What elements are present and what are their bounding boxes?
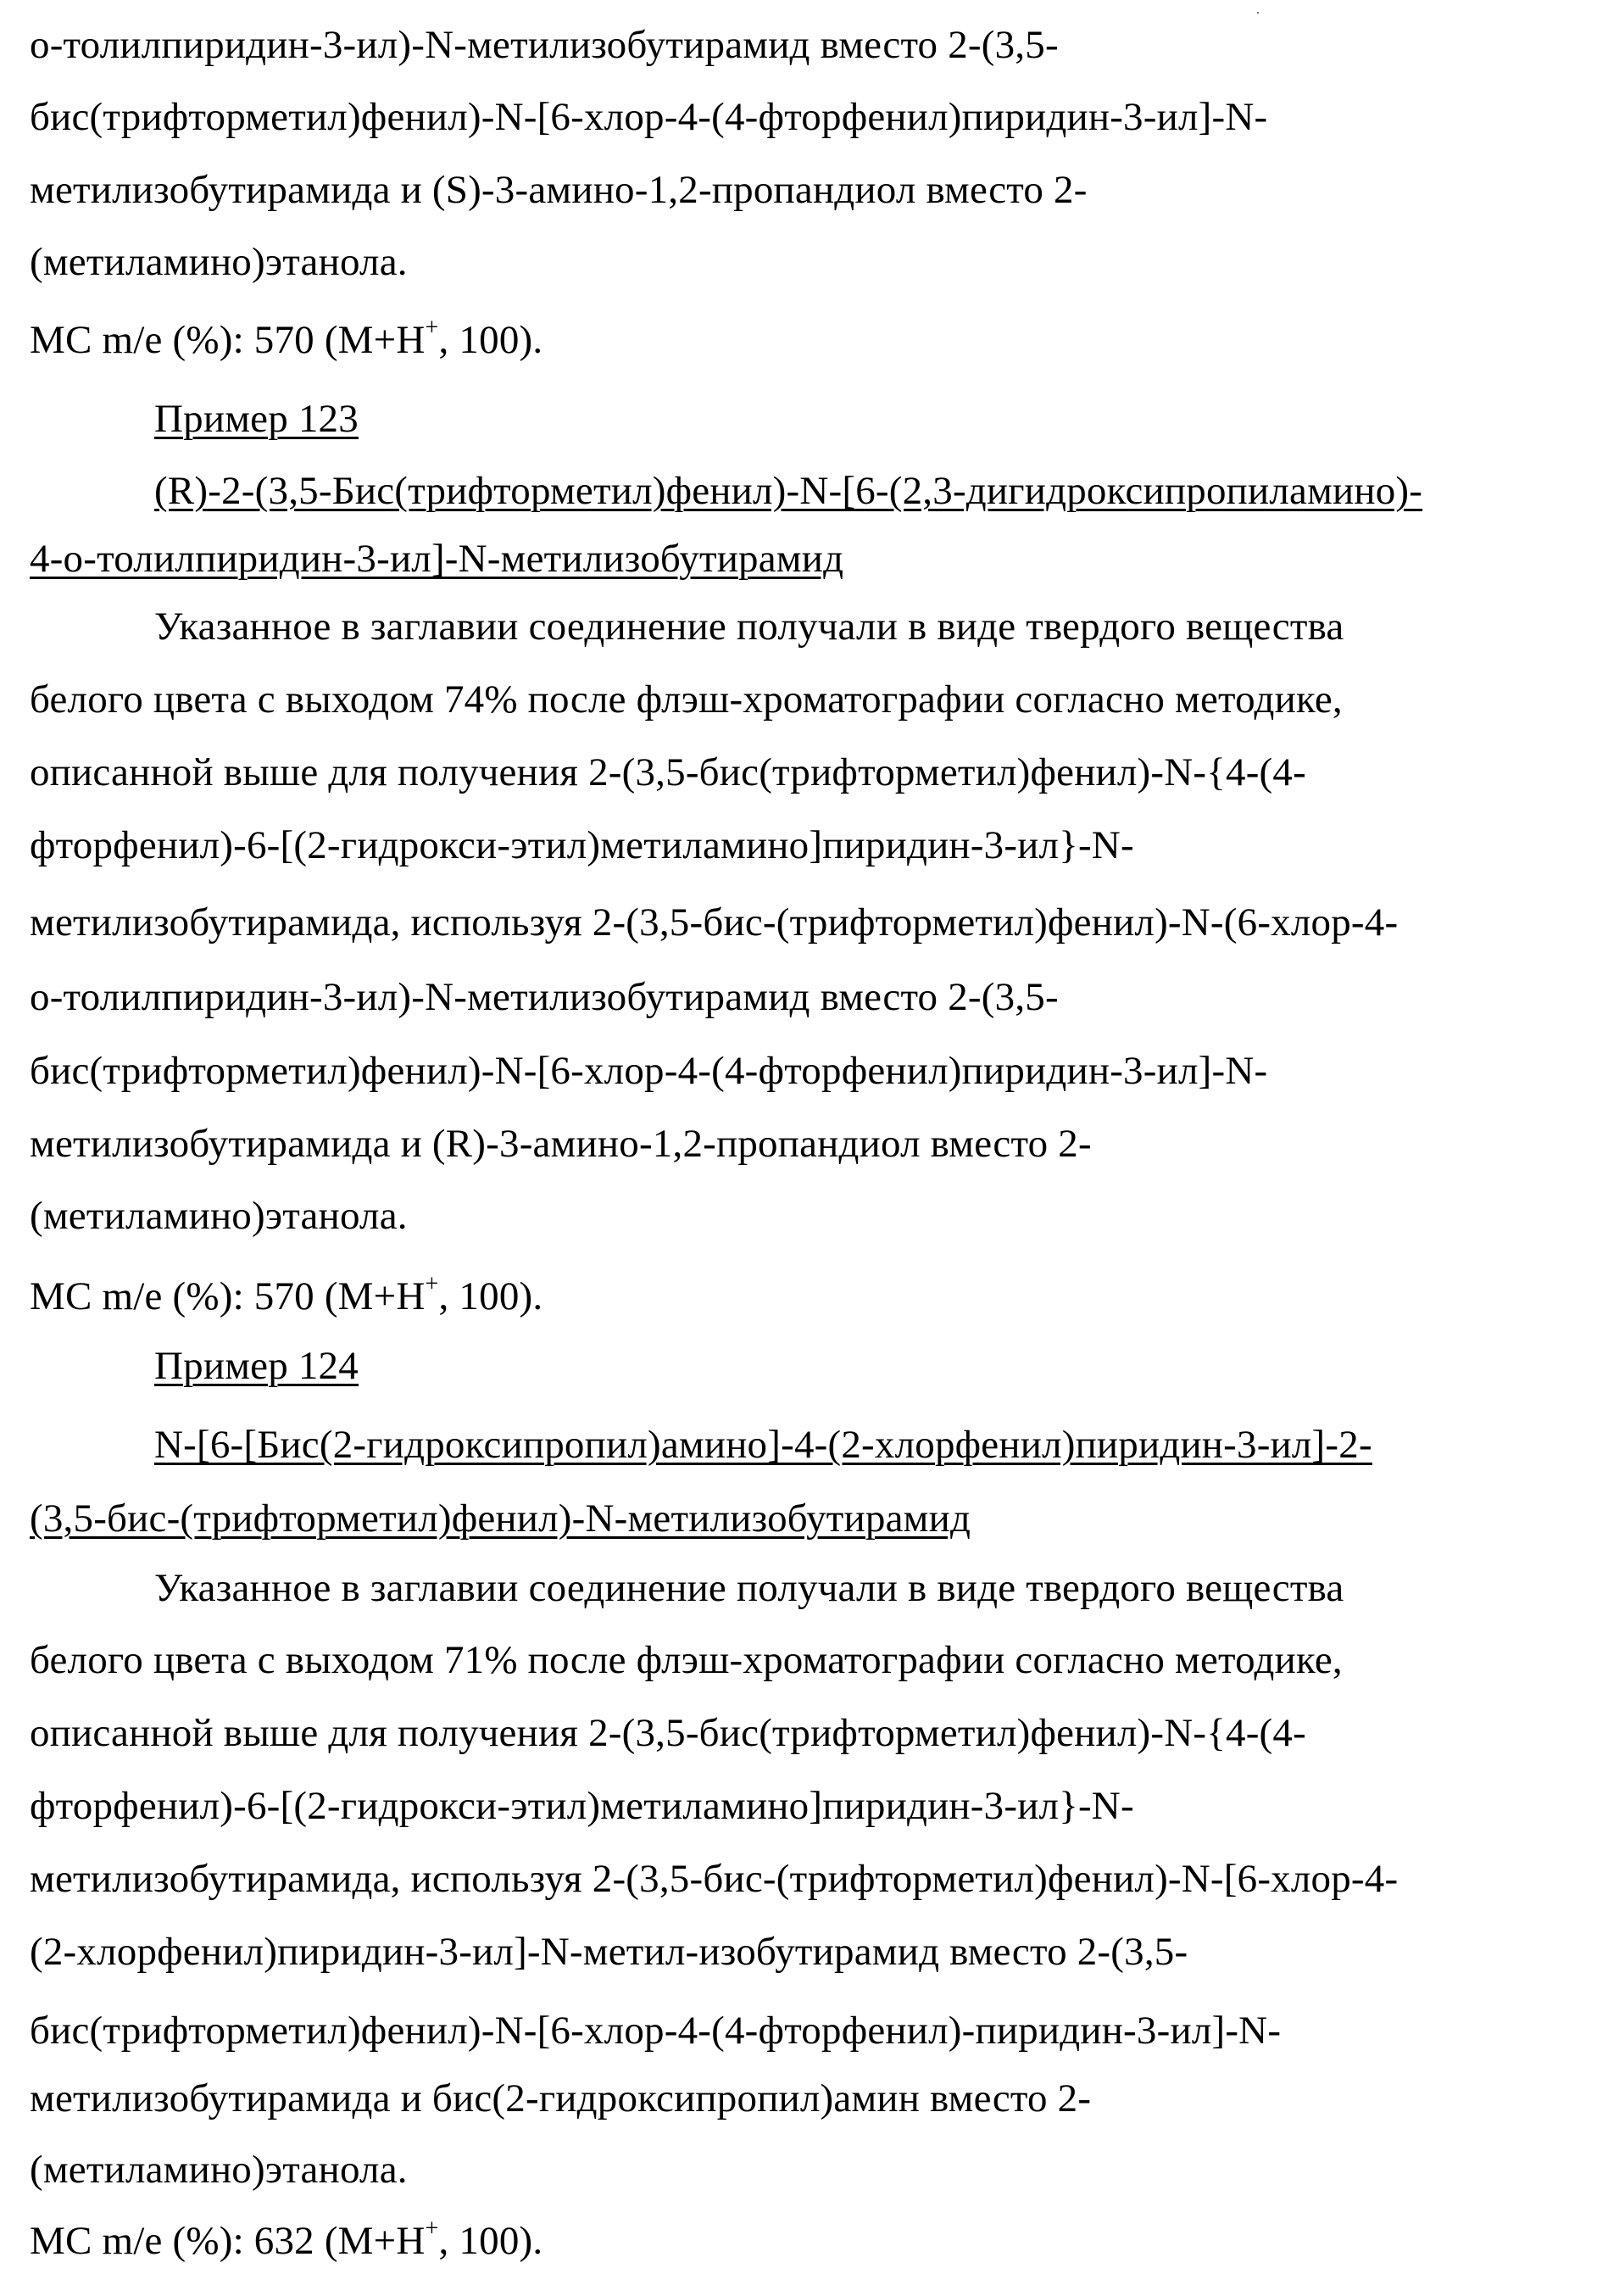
body-line: метилизобутирамида и (S)-3-амино-1,2-пропандиол вместо 2- xyxy=(30,168,1088,212)
body-line: (метиламино)этанола. xyxy=(30,240,408,284)
example-123-body-line: фторфенил)-6-[(2-гидрокси-этил)метиламино]пиридин-3-ил}-N- xyxy=(30,823,1134,867)
scan-speck xyxy=(1257,12,1259,14)
example-124-body-line: (метиламино)этанола. xyxy=(30,2148,408,2192)
body-line: бис(трифторметил)фенил)-N-[6-хлор-4-(4-фторфенил)пиридин-3-ил]-N- xyxy=(30,95,1268,139)
example-124-body-line: метилизобутирамида, используя 2-(3,5-бис-(трифторметил)фенил)-N-[6-хлор-4- xyxy=(30,1857,1399,1901)
example-123-body-line: бис(трифторметил)фенил)-N-[6-хлор-4-(4-фторфенил)пиридин-3-ил]-N- xyxy=(30,1049,1268,1093)
example-123-body-line: метилизобутирамида, используя 2-(3,5-бис-(трифторметил)фенил)-N-(6-хлор-4- xyxy=(30,900,1399,945)
ms-result: МС m/e (%): 570 (M+H+, 100). xyxy=(30,315,543,362)
example-123-body-line: описанной выше для получения 2-(3,5-бис(трифторметил)фенил)-N-{4-(4- xyxy=(30,750,1306,794)
example-124-ms-result: МС m/e (%): 632 (M+H+, 100). xyxy=(30,2215,543,2263)
example-123-body-line: метилизобутирамида и (R)-3-амино-1,2-пропандиол вместо 2- xyxy=(30,1122,1092,1166)
example-124-body-line: фторфенил)-6-[(2-гидрокси-этил)метиламино]пиридин-3-ил}-N- xyxy=(30,1784,1134,1828)
example-124-body-line: Указанное в заглавии соединение получали в виде твердого вещества xyxy=(154,1566,1344,1610)
example-123-title-line-2: 4-о-толилпиридин-3-ил]-N-метилизобутирамид xyxy=(30,537,844,581)
example-123-ms-result: МС m/e (%): 570 (M+H+, 100). xyxy=(30,1271,543,1318)
example-124-body-line: (2-хлорфенил)пиридин-3-ил]-N-метил-изобутирамид вместо 2-(3,5- xyxy=(30,1930,1188,1974)
example-123-body-line: (метиламино)этанола. xyxy=(30,1194,408,1238)
example-123-body-line: о-толилпиридин-3-ил)-N-метилизобутирамид вместо 2-(3,5- xyxy=(30,975,1059,1019)
example-124-title-line-1: N-[6-[Бис(2-гидроксипропил)амино]-4-(2-хлорфенил)пиридин-3-ил]-2- xyxy=(154,1423,1372,1467)
example-124-title-line-2: (3,5-бис-(трифторметил)фенил)-N-метилизобутирамид xyxy=(30,1496,971,1541)
example-124-label: Пример 124 xyxy=(154,1344,359,1388)
example-124-body-line: белого цвета с выходом 71% после флэш-хроматографии согласно методике, xyxy=(30,1638,1343,1682)
example-123-label: Пример 123 xyxy=(154,397,359,441)
example-123-body-line: Указанное в заглавии соединение получали в виде твердого вещества xyxy=(154,605,1344,649)
body-line: о-толилпиридин-3-ил)-N-метилизобутирамид вместо 2-(3,5- xyxy=(30,23,1059,67)
example-124-body-line: описанной выше для получения 2-(3,5-бис(трифторметил)фенил)-N-{4-(4- xyxy=(30,1711,1306,1755)
example-123-title-line-1: (R)-2-(3,5-Бис(трифторметил)фенил)-N-[6-(2,3-дигидроксипропиламино)- xyxy=(154,469,1423,513)
example-124-body-line: метилизобутирамида и бис(2-гидроксипропил)амин вместо 2- xyxy=(30,2076,1092,2120)
example-124-body-line: бис(трифторметил)фенил)-N-[6-хлор-4-(4-фторфенил)-пиридин-3-ил]-N- xyxy=(30,2009,1282,2053)
example-123-body-line: белого цвета с выходом 74% после флэш-хроматографии согласно методике, xyxy=(30,677,1343,722)
